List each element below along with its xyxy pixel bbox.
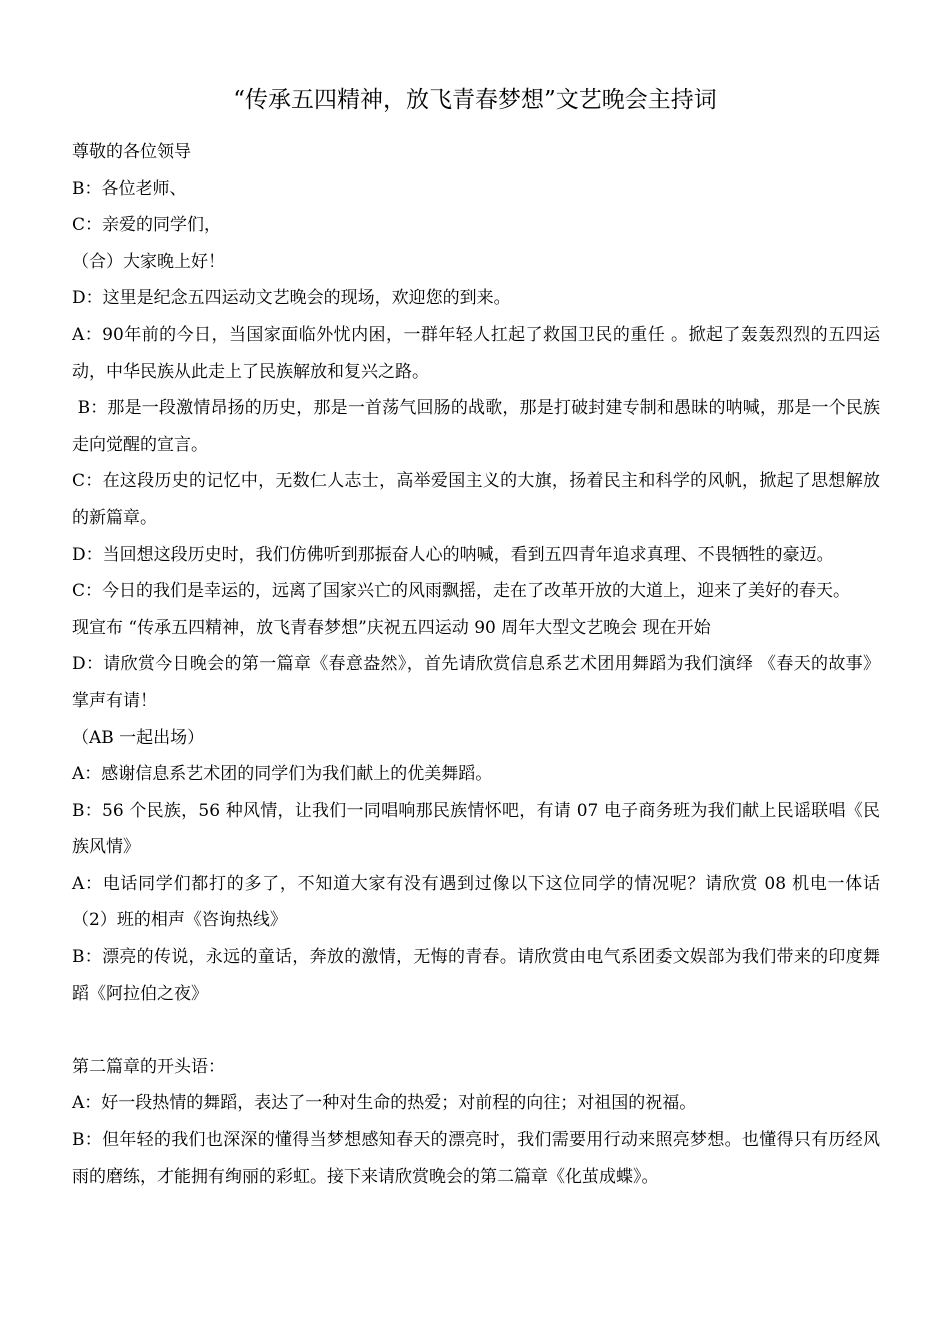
paragraph: D：当回想这段历史时，我们仿佛听到那振奋人心的呐喊，看到五四青年追求真理、不畏牺牲的豪迈。 [72,544,834,565]
paragraph: D：请欣赏今日晚会的第一篇章《春意盎然》，首先请欣赏信息系艺术团用舞蹈为我们演绎 《春天的故事》掌声有请！ [72,654,880,711]
paragraph: 尊敬的各位领导 [72,142,191,162]
paragraph: C：今日的我们是幸运的，远离了国家兴亡的风雨飘摇，走在了改革开放的大道上，迎来了美好的春天。 [72,581,851,602]
blank-line [72,1012,880,1049]
paragraph: （合）大家晚上好！ [72,251,225,272]
paragraph: 现宣布 “传承五四精神，放飞青春梦想”庆祝五四运动 90 周年大型文艺晚会 现在开始 [72,617,711,638]
paragraph: A：感谢信息系艺术团的同学们为我们献上的优美舞蹈。 [72,764,493,785]
paragraph: B：但年轻的我们也深深的懂得当梦想感知春天的漂亮时，我们需要用行动来照亮梦想。也懂得只有历经风雨的磨练，才能拥有绚丽的彩虹。接下来请欣赏晚会的第二篇章《化茧成蝶》。 [72,1130,880,1187]
paragraph: B：那是一段激情昂扬的历史，那是一首荡气回肠的战歌，那是打破封建专制和愚昧的呐喊，那是一个民族走向觉醒的宣言。 [72,398,880,455]
paragraph: A：电话同学们都打的多了，不知道大家有没有遇到过像以下这位同学的情况呢？请欣赏 08 机电一体话（2）班的相声《咨询热线》 [72,873,880,931]
paragraph: A：90年前的今日，当国家面临外忧内困，一群年轻人扛起了救国卫民的重任 。掀起了轰轰烈烈的五四运动，中华民族从此走上了民族解放和复兴之路。 [72,324,880,382]
paragraph: A：好一段热情的舞蹈，表达了一种对生命的热爱；对前程的向往；对祖国的祝福。 [72,1093,697,1114]
paragraph: B：各位老师、 [72,178,187,199]
paragraph: C：在这段历史的记忆中，无数仁人志士，高举爱国主义的大旗，扬着民主和科学的风帆，掀起了思想解放的新篇章。 [72,471,880,528]
document-title: “传承五四精神，放飞青春梦想”文艺晚会主持词 [233,87,717,113]
section-heading: 第二篇章的开头语： [72,1056,225,1077]
paragraph: B：漂亮的传说，永远的童话，奔放的激情，无悔的青春。请欣赏由电气系团委文娱部为我们带来的印度舞蹈《阿拉伯之夜》 [72,947,880,1004]
paragraph: B：56 个民族，56 种风情，让我们一同唱响那民族情怀吧，有请 07 电子商务班为我们献上民谣联唱《民族风情》 [72,800,880,858]
paragraph: C：亲爱的同学们， [72,215,222,236]
document-body [72,134,880,1195]
paragraph: （AB 一起出场） [72,727,205,748]
paragraph: D：这里是纪念五四运动文艺晚会的现场，欢迎您的到来。 [72,288,511,309]
